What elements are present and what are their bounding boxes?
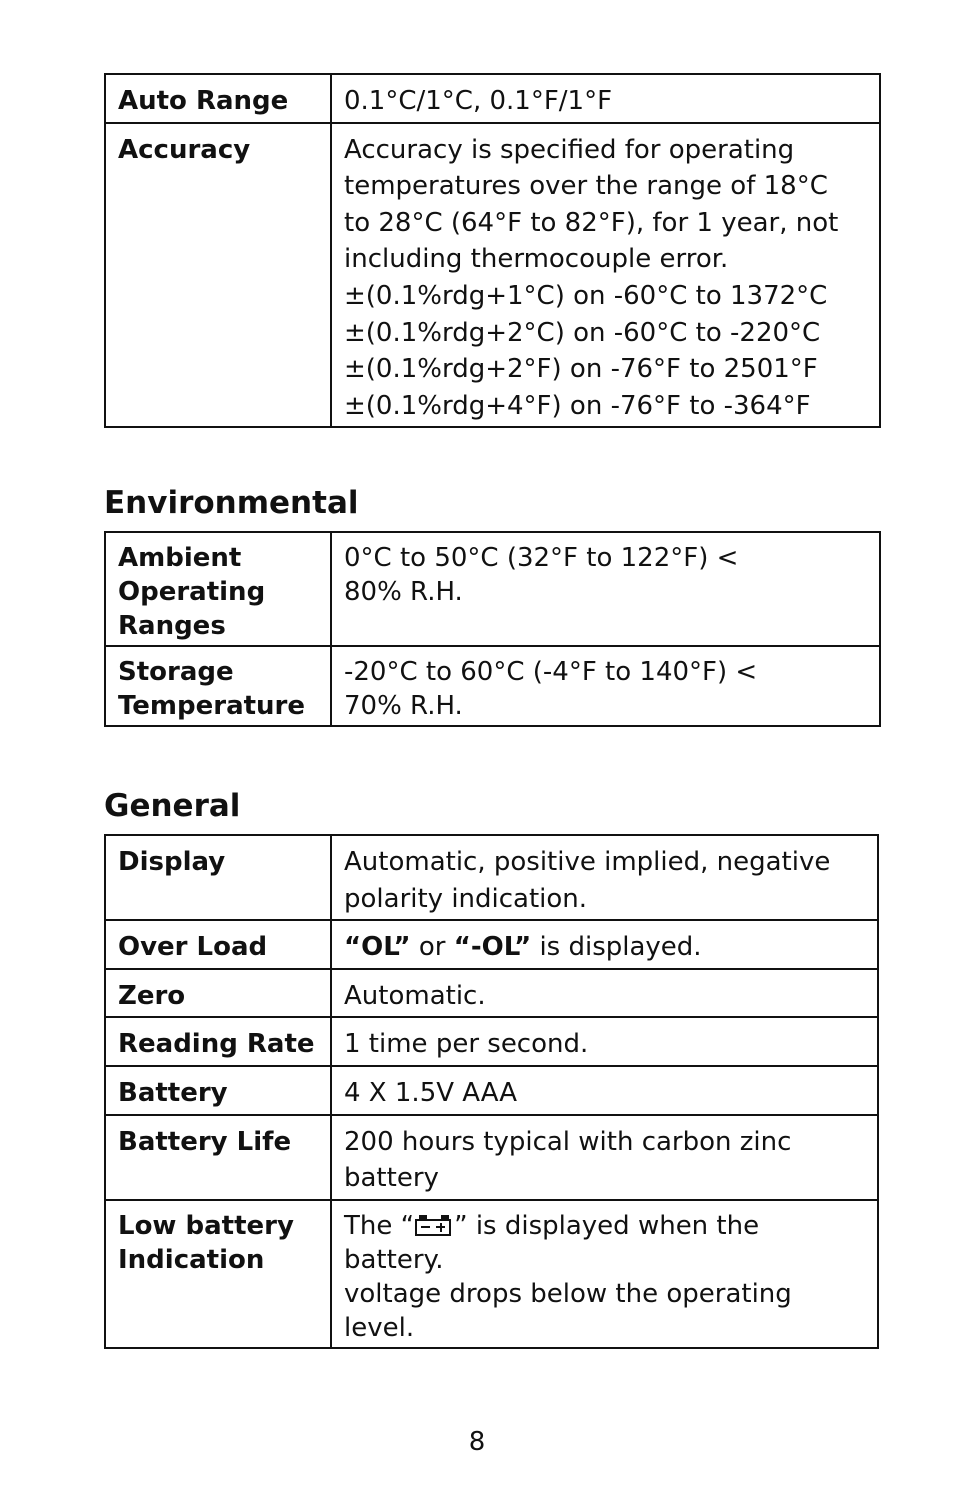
- spec-label-display: Display: [105, 835, 331, 920]
- spec-label-accuracy: Accuracy: [105, 123, 331, 428]
- table-row: [105, 646, 880, 726]
- general-heading: General: [104, 788, 241, 824]
- lowbatt-post-text: ” is displayed when the battery.: [344, 1210, 760, 1275]
- table-row: [105, 532, 880, 646]
- spec-value-ambient-operating-ranges: [331, 532, 880, 646]
- spec-label-ambient-operating-ranges: [105, 532, 331, 646]
- spec-label-zero: Zero: [105, 969, 331, 1018]
- spec-label-battery-life: Battery Life: [105, 1115, 331, 1200]
- label-line: Ambient: [118, 543, 242, 573]
- environmental-heading: Environmental: [104, 485, 359, 521]
- table-row: [105, 920, 878, 969]
- value-line: ±(0.1%rdg+2°C) on -60°C to -220°C: [344, 317, 821, 348]
- value-line: 0.1°C/1°C, 0.1°F/1°F: [344, 86, 613, 116]
- spec-value-reading-rate: [331, 1017, 878, 1066]
- battery-icon: [415, 1215, 453, 1237]
- table-row: [105, 1115, 878, 1200]
- label-line: Temperature: [118, 691, 306, 721]
- quote-open: “: [453, 932, 471, 963]
- value-line: ±(0.1%rdg+1°C) on -60°C to 1372°C: [344, 280, 828, 311]
- table-row: [105, 969, 878, 1018]
- or-text: or: [410, 932, 454, 963]
- quote-open: “: [344, 932, 362, 963]
- spec-label-battery: Battery: [105, 1066, 331, 1115]
- value-line: battery: [344, 1163, 439, 1194]
- value-line: -20°C to 60°C (-4°F to 140°F) <: [344, 657, 758, 687]
- spec-value-display: [331, 835, 878, 920]
- quote-close: ”: [514, 932, 532, 963]
- value-line: voltage drops below the operating level.: [344, 1278, 792, 1343]
- value-line: 0°C to 50°C (32°F to 122°F) <: [344, 543, 739, 573]
- value-line: 70% R.H.: [344, 691, 463, 721]
- spec-label-low-battery-indication: [105, 1200, 331, 1348]
- page-number: 8: [468, 1427, 486, 1457]
- value-line: polarity indication.: [344, 883, 588, 914]
- general-table: [104, 834, 879, 1349]
- label-line: Operating: [118, 577, 266, 607]
- overload-tail: is displayed.: [531, 932, 702, 963]
- spec-value-auto-range: [331, 74, 880, 123]
- value-line: Automatic, positive implied, negative: [344, 847, 831, 877]
- top-spec-table: [104, 73, 881, 428]
- table-row: [105, 1017, 878, 1066]
- spec-value-storage-temperature: [331, 646, 880, 726]
- label-line: Storage: [118, 657, 234, 687]
- lowbatt-pre-text: The “: [344, 1210, 415, 1241]
- value-line: Accuracy is specified for operating: [344, 134, 795, 165]
- spec-value-battery-life: [331, 1115, 878, 1200]
- quote-close: ”: [393, 932, 411, 963]
- spec-value-low-battery-indication: [331, 1200, 878, 1348]
- table-row: [105, 1066, 878, 1115]
- value-line: including thermocouple error.: [344, 244, 729, 275]
- value-line: 80% R.H.: [344, 577, 463, 607]
- label-line: Indication: [118, 1244, 265, 1275]
- table-row: [105, 1200, 878, 1348]
- ol-text: OL: [361, 932, 394, 963]
- value-line: Automatic.: [344, 980, 486, 1011]
- value-line: ±(0.1%rdg+4°F) on -76°F to -364°F: [344, 390, 811, 421]
- label-line: Low battery: [118, 1210, 294, 1241]
- spec-label-auto-range: Auto Range: [105, 74, 331, 123]
- spec-label-storage-temperature: [105, 646, 331, 726]
- table-row: [105, 123, 880, 428]
- value-line: ±(0.1%rdg+2°F) on -76°F to 2501°F: [344, 354, 818, 385]
- value-line: to 28°C (64°F to 82°F), for 1 year, not: [344, 207, 839, 238]
- environmental-table: [104, 531, 881, 727]
- spec-value-battery: [331, 1066, 878, 1115]
- spec-label-over-load: Over Load: [105, 920, 331, 969]
- label-line: Ranges: [118, 611, 226, 641]
- spec-value-accuracy: [331, 123, 880, 428]
- value-line: 1 time per second.: [344, 1029, 589, 1060]
- table-row: [105, 835, 878, 920]
- spec-value-zero: [331, 969, 878, 1018]
- value-line: [344, 1209, 865, 1277]
- value-line: 200 hours typical with carbon zinc: [344, 1126, 792, 1157]
- table-row: [105, 74, 880, 123]
- value-line: temperatures over the range of 18°C: [344, 171, 828, 202]
- spec-label-reading-rate: Reading Rate: [105, 1017, 331, 1066]
- spec-value-over-load: [331, 920, 878, 969]
- neg-ol-text: -OL: [470, 932, 515, 963]
- value-line: 4 X 1.5V AAA: [344, 1077, 518, 1108]
